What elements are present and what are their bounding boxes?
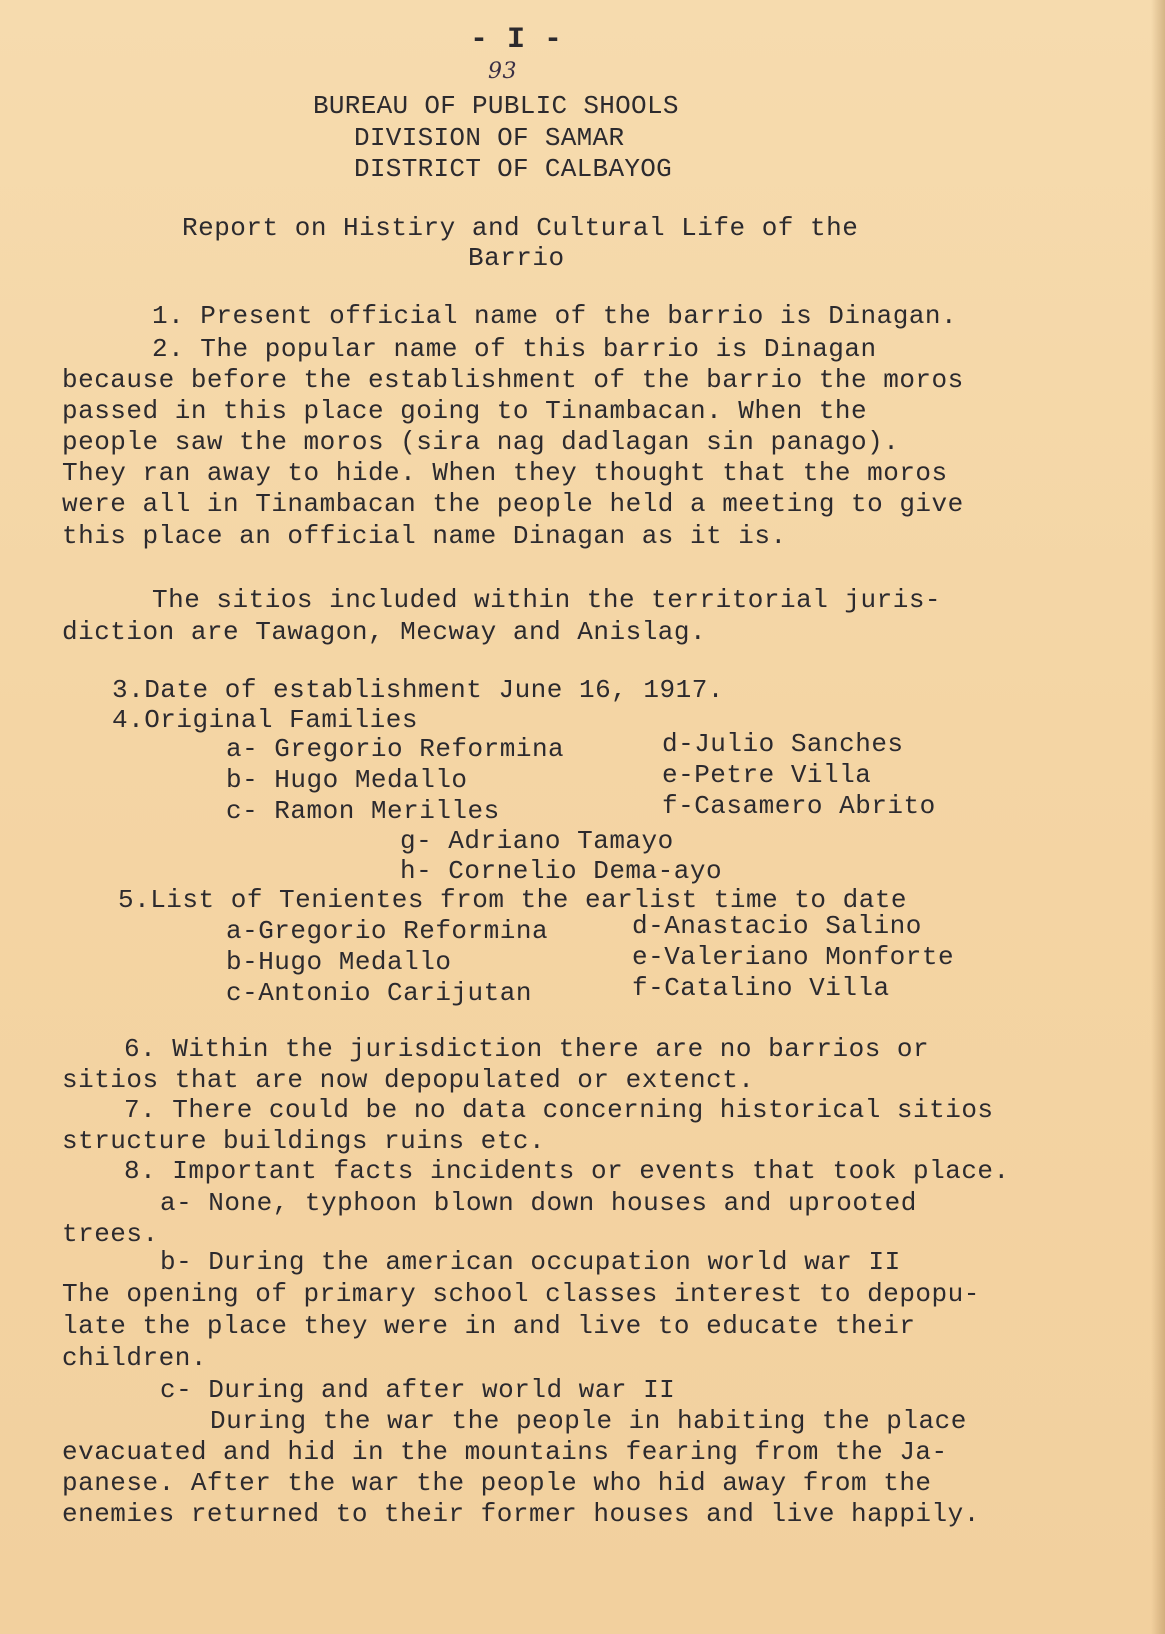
- teniente-f: f-Catalino Villa: [632, 973, 890, 1003]
- family-g: g- Adriano Tamayo: [400, 826, 674, 856]
- item-2-line-5: They ran away to hide. When they thought that the moros: [62, 458, 948, 488]
- item-8b-line-1: b- During the american occupation world war II: [160, 1247, 901, 1277]
- family-c: c- Ramon Merilles: [226, 796, 500, 826]
- item-8a-line-2: trees.: [62, 1219, 159, 1249]
- header-org-line-1: BUREAU OF PUBLIC SHOOLS: [313, 91, 679, 121]
- teniente-a: a-Gregorio Reformina: [226, 916, 549, 946]
- teniente-e: e-Valeriano Monforte: [632, 942, 955, 972]
- item-2-line-4: people saw the moros (sira nag dadlagan sin panago).: [62, 427, 900, 457]
- teniente-c: c-Antonio Carijutan: [226, 978, 532, 1008]
- family-e: e-Petre Villa: [662, 760, 872, 790]
- item-1: 1. Present official name of the barrio is Dinagan.: [152, 301, 958, 331]
- header-org-line-3: DISTRICT OF CALBAYOG: [354, 154, 673, 184]
- report-title-line-1: Report on Histiry and Cultural Life of the: [182, 213, 859, 243]
- item-2-line-2: because before the establishment of the barrio the moros: [62, 365, 964, 395]
- item-2-line-7: this place an official name Dinagan as it is.: [62, 521, 787, 551]
- item-7-line-1: 7. There could be no data concerning historical sitios: [124, 1095, 994, 1125]
- item-5-heading: 5.List of Tenientes from the earlist time to date: [118, 885, 908, 915]
- item-6-line-1: 6. Within the jurisdiction there are no barrios or: [124, 1034, 930, 1064]
- page-number: - I -: [470, 23, 563, 57]
- report-title-line-2: Barrio: [468, 243, 565, 273]
- item-8c-line-4: panese. After the war the people who hid away from the: [62, 1468, 932, 1498]
- page-edge-shadow: [1151, 0, 1165, 1634]
- item-2-line-1: 2. The popular name of this barrio is Dinagan: [152, 334, 877, 364]
- item-8b-line-4: children.: [62, 1343, 207, 1373]
- teniente-b: b-Hugo Medallo: [226, 947, 452, 977]
- handwritten-page-number: 93: [488, 59, 517, 84]
- family-a: a- Gregorio Reformina: [226, 734, 565, 764]
- item-8b-line-3: late the place they were in and live to educate their: [62, 1311, 916, 1341]
- item-8c-line-5: enemies returned to their former houses and live happily.: [62, 1499, 980, 1529]
- item-2-line-6: were all in Tinambacan the people held a meeting to give: [62, 489, 964, 519]
- item-8c-line-2: During the war the people in habiting the place: [210, 1406, 967, 1436]
- item-3-date-established: 3.Date of establishment June 16, 1917.: [112, 675, 724, 705]
- family-b: b- Hugo Medallo: [226, 765, 468, 795]
- family-d: d-Julio Sanches: [662, 729, 904, 759]
- sitios-line-1: The sitios included within the territorial juris-: [152, 585, 942, 615]
- item-2-line-3: passed in this place going to Tinambacan. When the: [62, 396, 868, 426]
- sitios-line-2: diction are Tawagon, Mecway and Anislag.: [62, 617, 707, 647]
- item-8-line-1: 8. Important facts incidents or events that took place.: [124, 1156, 1010, 1186]
- item-8a-line-1: a- None, typhoon blown down houses and uprooted: [160, 1188, 917, 1218]
- item-8b-line-2: The opening of primary school classes interest to depopu-: [62, 1279, 980, 1309]
- family-h: h- Cornelio Dema-ayo: [400, 856, 723, 886]
- item-4-heading: 4.Original Families: [112, 705, 418, 735]
- item-8c-line-1: c- During and after world war II: [160, 1375, 676, 1405]
- item-7-line-2: structure buildings ruins etc.: [62, 1126, 546, 1156]
- family-f: f-Casamero Abrito: [662, 791, 936, 821]
- header-org-line-2: DIVISION OF SAMAR: [354, 123, 625, 153]
- item-8c-line-3: evacuated and hid in the mountains fearing from the Ja-: [62, 1437, 948, 1467]
- item-6-line-2: sitios that are now depopulated or extenct.: [62, 1065, 755, 1095]
- teniente-d: d-Anastacio Salino: [632, 911, 922, 941]
